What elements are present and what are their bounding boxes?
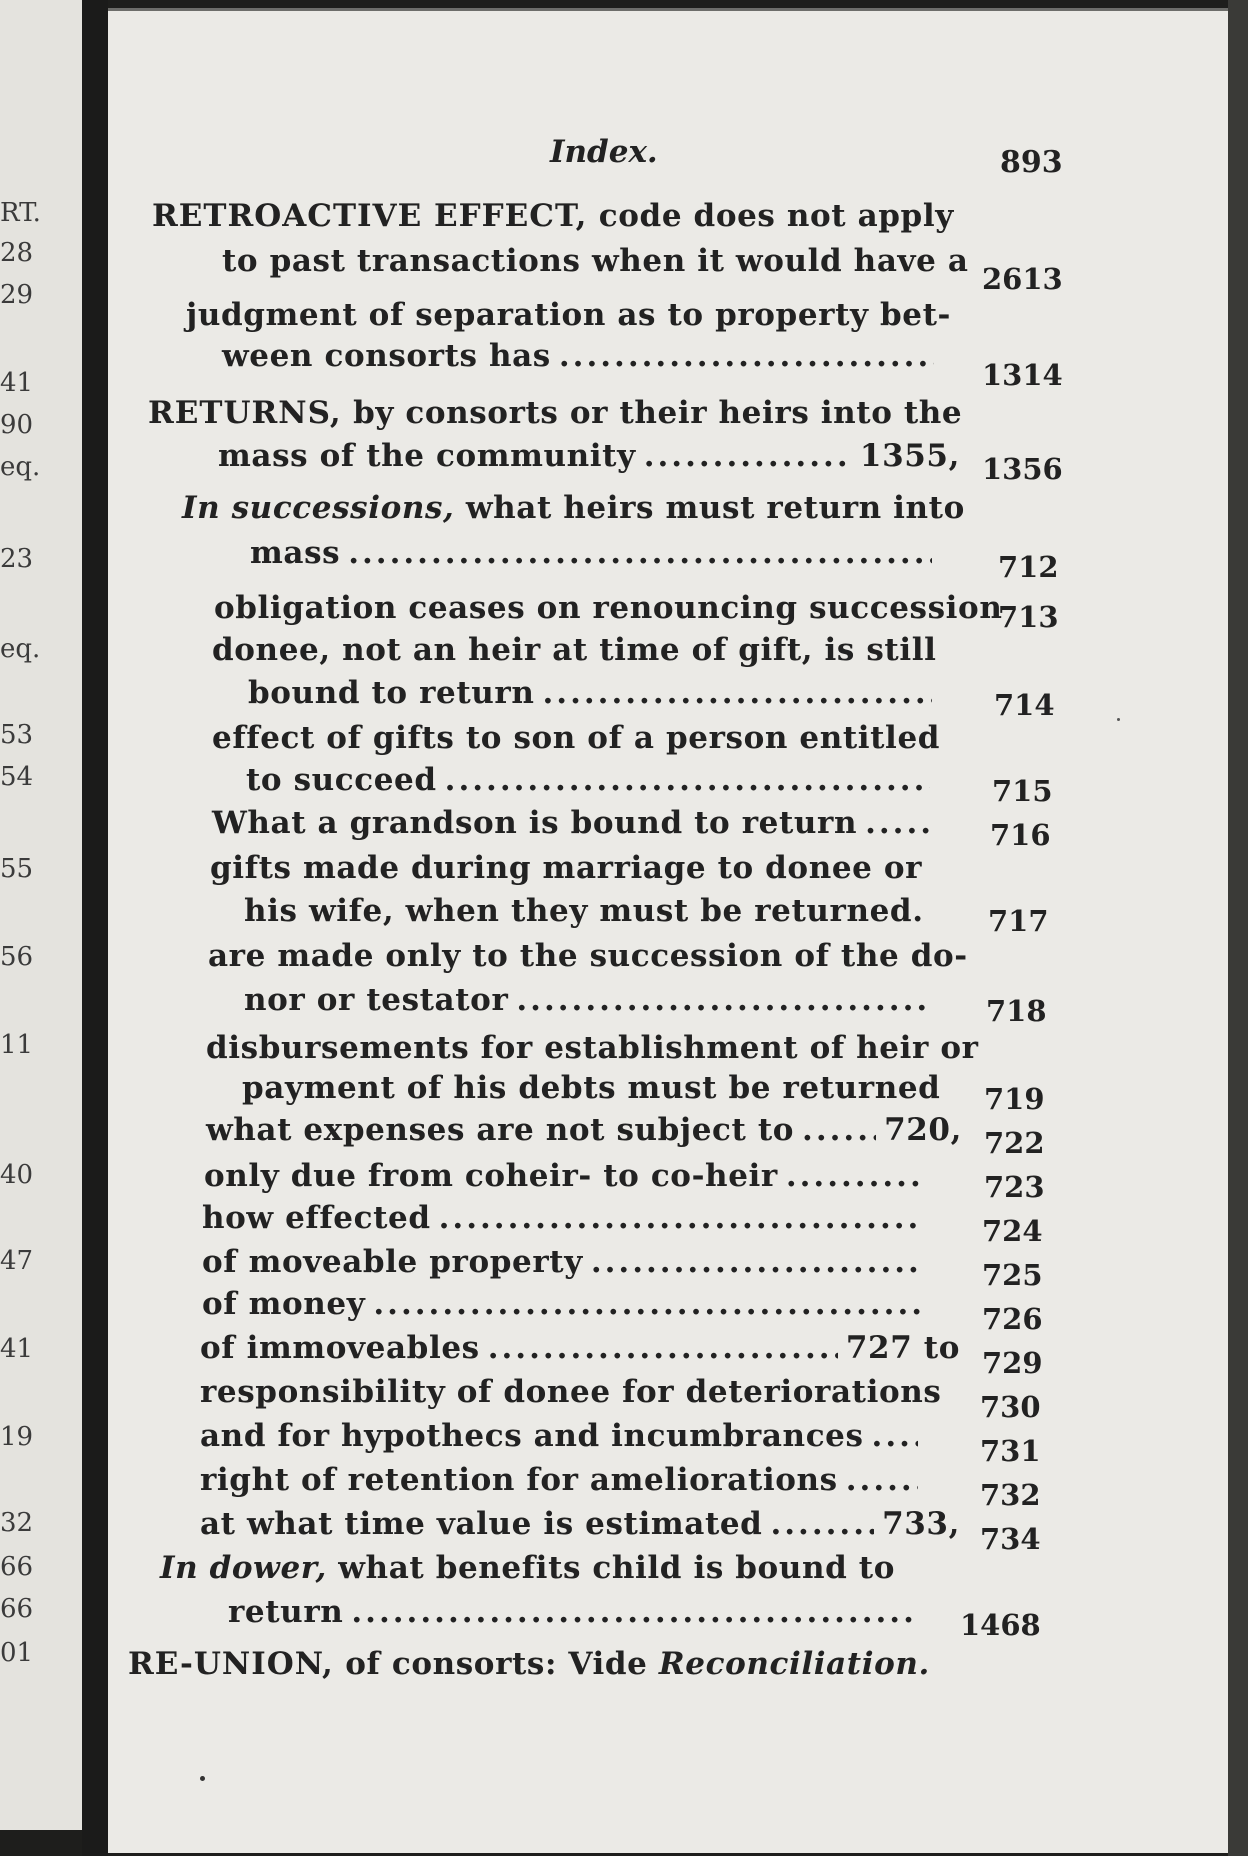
index-entry-line	[244, 982, 934, 1018]
entry-page-number: 716	[990, 818, 1051, 852]
entry-text: mass	[250, 535, 341, 571]
entry-inline-page: 720,	[884, 1112, 962, 1148]
cross-reference: Reconciliation.	[658, 1646, 930, 1682]
entry-page-number: 719	[984, 1082, 1045, 1116]
entry-text: return	[228, 1594, 344, 1630]
index-entry-line: donee, not an heir at time of gift, is still	[212, 632, 937, 668]
print-speck	[1117, 718, 1120, 721]
dot-leader	[872, 1418, 918, 1454]
entry-page-number: 712	[998, 550, 1059, 584]
print-speck	[200, 1776, 205, 1781]
index-entry-heading-line	[152, 198, 954, 234]
dot-leader	[591, 1244, 920, 1280]
dot-leader	[802, 1112, 876, 1148]
entry-page-number: 713	[998, 600, 1059, 634]
index-entry-heading-line	[128, 1646, 930, 1682]
entry-inline-page: 1355,	[859, 438, 960, 474]
entry-page-number: 714	[994, 688, 1055, 722]
facing-page-margin-number: 11	[0, 1030, 34, 1060]
facing-page-margin-number: 23	[0, 544, 34, 574]
entry-text: ween consorts has	[222, 338, 551, 374]
facing-page-margin-number: 32	[0, 1508, 34, 1538]
entry-text: only due from coheir- to co-heir	[204, 1158, 778, 1194]
dot-leader	[516, 982, 926, 1018]
entry-subheading: In successions,	[182, 490, 455, 526]
facing-page-edge	[0, 0, 82, 1830]
entry-heading: RETURNS,	[148, 395, 342, 431]
entry-text: of moveable property	[202, 1244, 583, 1280]
index-entry-line: judgment of separation as to property bet-	[186, 297, 951, 333]
facing-page-margin-number: 29	[0, 280, 34, 310]
entry-page-number: 718	[986, 994, 1047, 1028]
entry-text: of consorts: Vide	[333, 1646, 659, 1682]
dot-leader	[348, 535, 932, 571]
entry-text: at what time value is estimated	[200, 1506, 763, 1542]
entry-subheading: In dower,	[160, 1550, 327, 1586]
facing-page-margin-number: 66	[0, 1552, 34, 1582]
facing-page-margin-number: 54	[0, 762, 34, 792]
index-entry-line: disbursements for establishment of heir or	[206, 1030, 979, 1066]
entry-text: What a grandson is bound to return	[212, 805, 858, 841]
index-entry-subheading-line	[160, 1550, 895, 1586]
entry-text: nor or testator	[244, 982, 509, 1018]
facing-page-margin-number: 19	[0, 1422, 34, 1452]
facing-page-margin-number: 55	[0, 854, 34, 884]
index-entry-line	[222, 338, 942, 374]
index-entry-line: gifts made during marriage to donee or	[210, 850, 923, 886]
entry-page-number: 1468	[960, 1608, 1041, 1642]
facing-page-margin-number: 90	[0, 410, 34, 440]
index-entry-line: to past transactions when it would have a	[222, 243, 969, 279]
entry-text: mass of the community	[218, 438, 636, 474]
facing-page-margin-number: eq.	[0, 634, 41, 664]
index-entry-line	[200, 1462, 926, 1498]
dot-leader	[373, 1286, 920, 1322]
running-head: Index.	[550, 134, 658, 170]
index-entry-line: his wife, when they must be returned.	[244, 893, 924, 929]
index-entry-line	[200, 1330, 960, 1366]
entry-text: by consorts or their heirs into the	[341, 395, 963, 431]
index-entry-line	[204, 1158, 930, 1194]
entry-page-number: 731	[980, 1434, 1041, 1468]
index-entry-line: effect of gifts to son of a person entitled	[212, 720, 941, 756]
dot-leader	[559, 338, 934, 374]
entry-page-number: 723	[984, 1170, 1045, 1204]
entry-page-number: 717	[988, 904, 1049, 938]
entry-page-number: 715	[992, 774, 1053, 808]
dot-leader	[488, 1330, 838, 1366]
entry-text: bound to return	[248, 675, 535, 711]
entry-page-number: 726	[982, 1302, 1043, 1336]
entry-page-number: 724	[982, 1214, 1043, 1248]
entry-page-number: 734	[980, 1522, 1041, 1556]
index-entry-line	[206, 1112, 962, 1148]
entry-inline-page: 733,	[882, 1506, 960, 1542]
index-entry-line	[212, 805, 938, 841]
index-entry-line	[246, 762, 938, 798]
index-entry-line	[202, 1244, 928, 1280]
entry-text: to succeed	[246, 762, 437, 798]
entry-page-number: 730	[980, 1390, 1041, 1424]
entry-text: of immoveables	[200, 1330, 480, 1366]
index-entry-line	[248, 675, 940, 711]
index-entry-line	[202, 1200, 928, 1236]
facing-page-margin-number: eq.	[0, 452, 41, 482]
index-entry-line: obligation ceases on renouncing succession	[214, 590, 1003, 626]
page-number: 893	[1000, 145, 1063, 180]
entry-heading: RETROACTIVE EFFECT,	[152, 198, 588, 234]
index-entry-line	[228, 1594, 926, 1630]
dot-leader	[846, 1462, 918, 1498]
dot-leader	[770, 1506, 874, 1542]
entry-text: how effected	[202, 1200, 431, 1236]
dot-leader	[644, 438, 852, 474]
facing-page-margin-number: 56	[0, 942, 34, 972]
entry-text: what benefits child is bound to	[326, 1550, 895, 1586]
entry-page-number: 725	[982, 1258, 1043, 1292]
index-entry-line	[202, 1286, 928, 1322]
entry-page-number: 1314	[982, 358, 1063, 392]
facing-page-margin-number: 41	[0, 1334, 34, 1364]
dot-leader	[351, 1594, 918, 1630]
facing-page-margin-number: 40	[0, 1160, 34, 1190]
index-entry-line: are made only to the succession of the do-	[208, 938, 968, 974]
entry-page-number: 732	[980, 1478, 1041, 1512]
facing-page-margin-number: 41	[0, 368, 34, 398]
index-entry-line: payment of his debts must be returned	[242, 1070, 941, 1106]
entry-text: and for hypothecs and incumbrances	[200, 1418, 864, 1454]
right-page-edge	[1228, 0, 1248, 1856]
index-entry-line	[218, 438, 960, 474]
entry-inline-page: 727 to	[845, 1330, 960, 1366]
entry-heading: RE-UNION,	[128, 1646, 334, 1682]
index-entry-line: responsibility of donee for deteriorations	[200, 1374, 942, 1410]
dot-leader	[865, 805, 930, 841]
facing-page-margin-number: 66	[0, 1594, 34, 1624]
entry-text: what expenses are not subject to	[206, 1112, 795, 1148]
facing-page-margin-number: RT.	[0, 198, 41, 228]
entry-page-number: 729	[982, 1346, 1043, 1380]
facing-page-margin-number: 01	[0, 1638, 34, 1668]
entry-page-number: 722	[984, 1126, 1045, 1160]
entry-text: right of retention for ameliorations	[200, 1462, 838, 1498]
facing-page-margin-number: 28	[0, 238, 34, 268]
entry-text: code does not apply	[587, 198, 954, 234]
dot-leader	[786, 1158, 922, 1194]
dot-leader	[542, 675, 932, 711]
entry-page-number: 1356	[982, 452, 1063, 486]
index-entry-line	[200, 1506, 960, 1542]
entry-text: of money	[202, 1286, 366, 1322]
facing-page-margin-number: 53	[0, 720, 34, 750]
index-entry-heading-line	[148, 395, 962, 431]
dot-leader	[439, 1200, 920, 1236]
index-entry-line	[250, 535, 940, 571]
entry-text: what heirs must return into	[454, 490, 965, 526]
facing-page-margin-number: 47	[0, 1246, 34, 1276]
index-entry-line	[200, 1418, 926, 1454]
entry-page-number: 2613	[982, 262, 1063, 296]
index-entry-subheading-line	[182, 490, 965, 526]
dot-leader	[445, 762, 930, 798]
book-spine-gutter	[82, 0, 108, 1856]
